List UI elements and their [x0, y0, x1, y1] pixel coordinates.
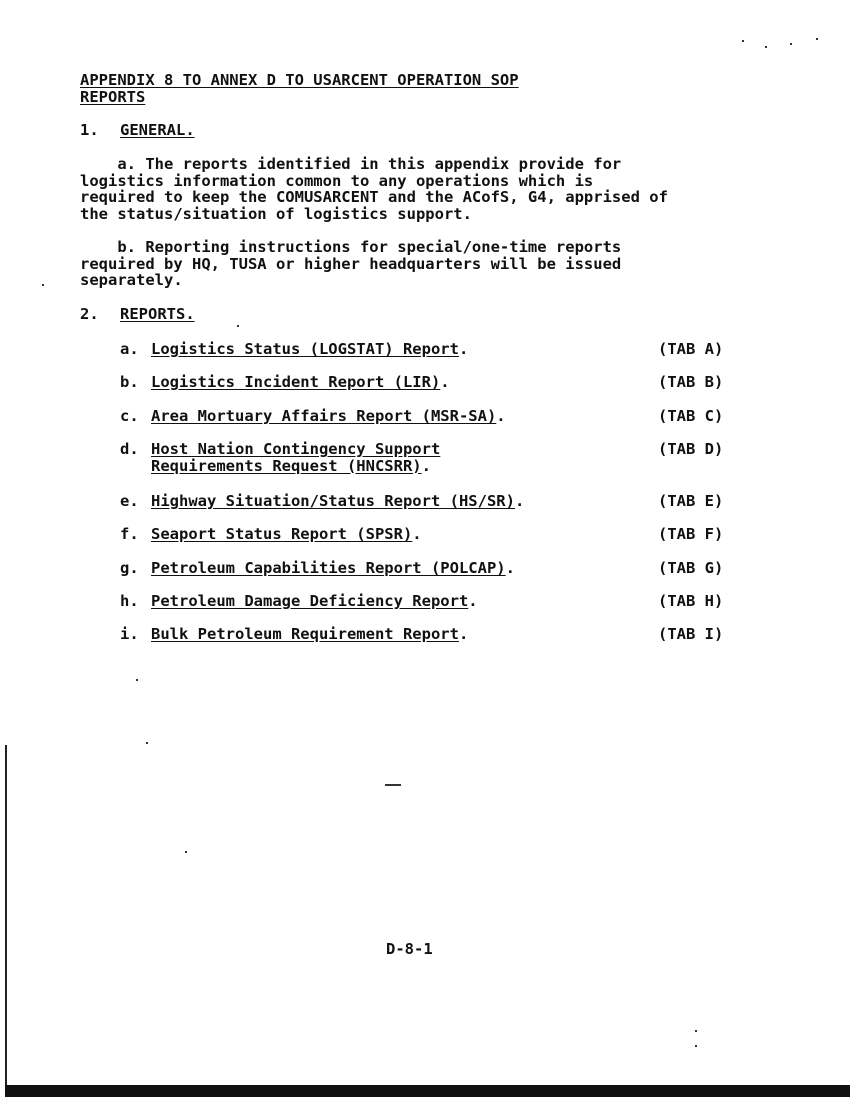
report-item-period: . [421, 456, 431, 475]
scan-speck [42, 284, 44, 286]
scan-speck [742, 40, 744, 42]
appendix-subtitle: REPORTS [80, 88, 146, 106]
report-item-label: Area Mortuary Affairs Report (MSR-SA) [151, 407, 497, 425]
scan-speck [816, 38, 818, 40]
scan-speck [136, 679, 138, 681]
report-item-tab: (TAB A) [658, 340, 724, 358]
scan-speck [765, 46, 767, 48]
report-item-letter: b. [120, 373, 139, 391]
report-item-tab: (TAB G) [658, 559, 724, 577]
scan-speck [146, 742, 148, 744]
report-item-label: Logistics Incident Report (LIR) [151, 373, 441, 391]
report-item-letter: c. [120, 407, 139, 425]
report-item-label: Petroleum Damage Deficiency Report [151, 592, 469, 610]
report-item-label: Logistics Status (LOGSTAT) Report [151, 340, 459, 358]
report-item-letter: f. [120, 525, 139, 543]
report-item-letter: e. [120, 492, 139, 510]
report-item-letter: h. [120, 592, 139, 610]
report-item-tab: (TAB C) [658, 407, 724, 425]
scan-speck [695, 1030, 697, 1032]
report-item-label: Bulk Petroleum Requirement Report [151, 625, 459, 643]
section-1-heading [80, 122, 195, 139]
report-item-period: . [514, 492, 525, 510]
report-item-letter: g. [120, 559, 139, 577]
report-item-label: Petroleum Capabilities Report (POLCAP) [151, 559, 506, 577]
report-item-label: Host Nation Contingency Support Requirements Request (HNCSRR) [151, 440, 441, 475]
report-item-tab: (TAB D) [658, 440, 724, 458]
scan-left-edge [5, 745, 7, 1095]
scan-speck [790, 43, 792, 45]
paragraph-a: a. The reports identified in this appendix provide for logistics information common to any operations which is required to keep the COMUSARCENT and the ACofS, G4, apprised of the status/situation of logistics support. [80, 155, 668, 223]
section-2-title: REPORTS. [120, 305, 195, 323]
report-item-period: . [496, 407, 506, 425]
appendix-title: APPENDIX 8 TO ANNEX D TO USARCENT OPERATION SOP [80, 71, 519, 89]
report-item-label: Highway Situation/Status Report (HS/SR) [151, 492, 515, 510]
report-item-period: . [440, 373, 450, 391]
section-1-title: GENERAL. [120, 121, 195, 139]
section-2-heading [80, 306, 195, 323]
report-item-letter: i. [120, 625, 139, 643]
report-item-tab: (TAB B) [658, 373, 724, 391]
report-item-period: . [468, 592, 478, 610]
report-item-tab: (TAB H) [658, 592, 724, 610]
section-2-number: 2. [80, 305, 99, 323]
report-item-period: . [458, 625, 469, 643]
report-item-letter: d. [120, 440, 139, 458]
scan-speck [695, 1045, 697, 1047]
report-item-period: . [505, 559, 515, 577]
paragraph-b: b. Reporting instructions for special/one-time reports required by HQ, TUSA or higher headquarters will be issued separately. [80, 238, 622, 289]
report-item-tab: (TAB I) [658, 625, 724, 643]
report-item-letter: a. [120, 340, 139, 358]
scan-dash-mark [385, 784, 401, 786]
report-item-label: Seaport Status Report (SPSR) [151, 525, 413, 543]
page-number: D-8-1 [386, 940, 433, 958]
report-item-tab: (TAB F) [658, 525, 724, 543]
scan-bottom-edge [5, 1085, 850, 1097]
report-item-period: . [458, 340, 469, 358]
scan-speck [237, 325, 239, 327]
report-item-period: . [412, 525, 422, 543]
report-item-tab: (TAB E) [658, 492, 724, 510]
scan-speck [185, 851, 187, 853]
section-1-number: 1. [80, 121, 99, 139]
